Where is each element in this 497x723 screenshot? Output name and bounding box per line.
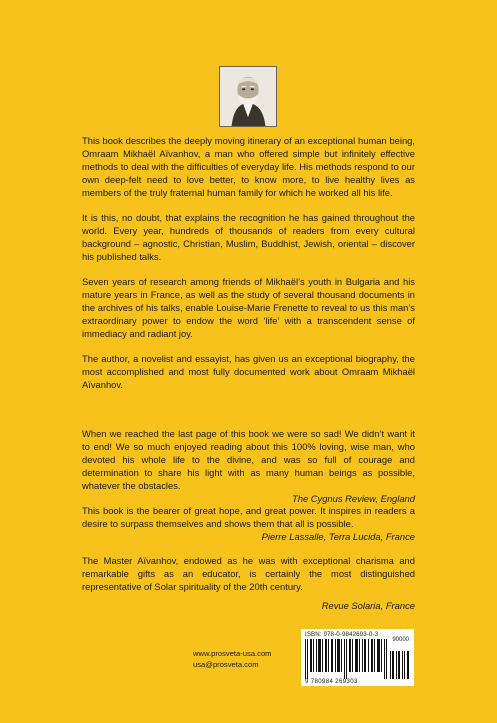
isbn-barcode: [301, 629, 414, 686]
author-portrait: [219, 66, 277, 127]
isbn-label: ISBN: 978-0-9842693-0-3: [305, 631, 379, 638]
review-source: The Cygnus Review, England: [292, 492, 415, 504]
barcode-price-code: 90000: [392, 637, 409, 643]
author-photo: [220, 67, 276, 126]
description-paragraph-3: Seven years of research among friends of Mikhaël’s youth in Bulgaria and his mature years in France, as well as the study of several thousand documents in the archives of his talks, enable Louise-Marie Frenette to reveal to us this man’s extraordinary power to endow the word ‘life’ with a transcendent sense of immediacy and radiant joy.: [82, 276, 415, 339]
barcode-number: 9 780984 269303: [305, 679, 358, 685]
review-3: [82, 555, 415, 613]
description-paragraph-4: The author, a novelist and essayist, has given us an exceptional biography, the most accomplished and most fully documented work about Omraam Mikhaël Aïvanhov.: [82, 353, 415, 390]
description-paragraph-2: It is this, no doubt, that explains the recognition he has gained throughout the world. Every year, hundreds of thousands of readers from every cultural background – agnostic, Christian, Muslim, Buddhist, Jewish, oriental – discover his published talks.: [82, 212, 415, 262]
barcode-bars: [305, 639, 387, 679]
publisher-contact: [193, 648, 272, 670]
website-link[interactable]: www.prosveta-usa.com: [193, 649, 272, 658]
review-quote: This book is the bearer of great hope, and great power. It inspires in readers a desire to surpass themselves and shows them that all is possible.: [82, 505, 415, 529]
review-2: [82, 505, 415, 544]
review-1: [82, 428, 415, 505]
barcode-addon-bars: [390, 645, 410, 679]
review-quote: When we reached the last page of this book we were so sad! We didn’t want it to end! We so much enjoyed reading about this 100% loving, wise man, who devoted his whole life to the divine, and was so full of courage and determination to share his light with as many human beings as possible, whatever the obstacles.: [82, 428, 415, 491]
email-link[interactable]: usa@prosveta.com: [193, 660, 259, 669]
description-paragraph-1: This book describes the deeply moving itinerary of an exceptional human being, Omraam Mikhaël Aïvanhov, a man who offered simple but infinitely effective methods to deal with the difficulties of everyday life. His methods respond to our own deep-felt need to love better, to know more, to live healthy lives as members of the truly fraternal human family for which he worked all his life.: [82, 135, 415, 198]
review-source: Pierre Lassalle, Terra Lucida, France: [261, 530, 415, 542]
review-source: Revue Solaria, France: [321, 599, 415, 611]
review-quote: The Master Aïvanhov, endowed as he was with exceptional charisma and remarkable gifts as an educator, is certainly the most distinguished representative of Solar spirituality of the 20th century.: [82, 555, 415, 592]
